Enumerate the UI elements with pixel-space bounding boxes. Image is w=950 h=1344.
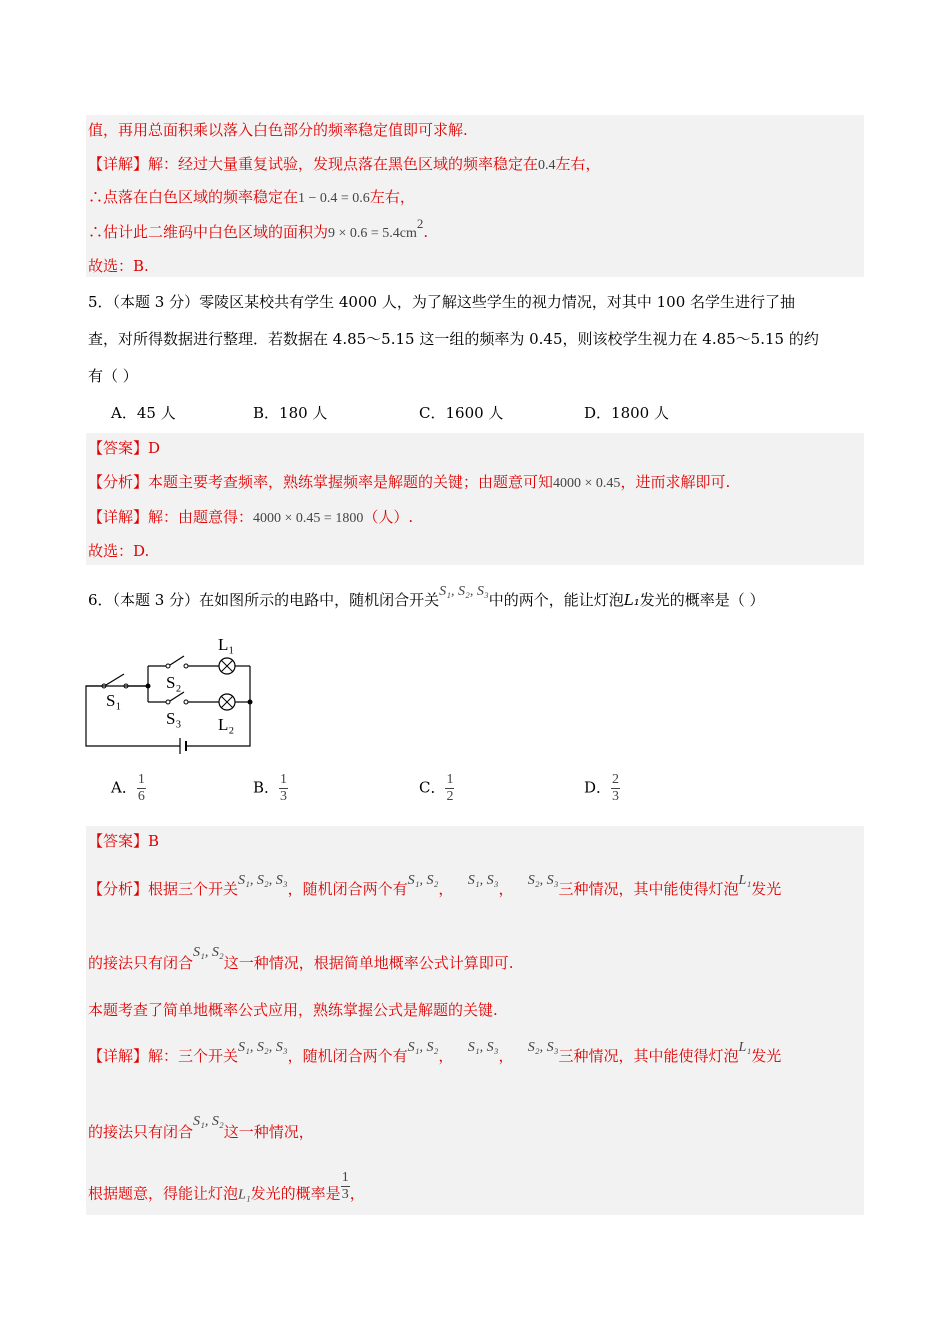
- choice-line: 故选：B.: [88, 257, 149, 275]
- text: .: [423, 223, 429, 241]
- math: S₂, S₃: [527, 1040, 559, 1055]
- math: S₁, S₂, S₃: [238, 873, 288, 888]
- text: ，: [498, 880, 514, 898]
- math: 1 − 0.4 = 0.6: [298, 191, 370, 206]
- detail-line: [88, 1114, 314, 1144]
- solution-block-q6: [86, 826, 864, 1215]
- solution-block-q4: [86, 115, 864, 277]
- text: 中的两个，能让灯泡: [488, 591, 624, 609]
- text: 发光的概率是: [250, 1184, 341, 1203]
- text: 发光: [751, 880, 782, 898]
- text: （人）.: [363, 508, 414, 526]
- option-label: B．: [253, 778, 280, 797]
- label-s2: S₂: [166, 673, 182, 692]
- math: S₁, S₃: [467, 1040, 499, 1055]
- numerator: 1: [446, 772, 454, 787]
- q6-option-a: [111, 772, 146, 805]
- text: 的接法只有闭合: [88, 1123, 194, 1141]
- option-label: D．: [584, 778, 612, 797]
- text: 发光的概率是（ ）: [639, 591, 765, 609]
- option-label: A．: [111, 778, 137, 797]
- text: 解：由题意得：: [148, 508, 254, 526]
- label-l2: L₂: [218, 715, 235, 734]
- q5-line: 有（ ）: [88, 367, 138, 385]
- q5-option-d: D．1800 人: [584, 404, 669, 422]
- text: ∴估计此二维码中白色区域的面积为: [88, 223, 329, 241]
- bulb-l1: [219, 658, 235, 674]
- analysis-line: [88, 945, 514, 975]
- math: 4000 × 0.45: [553, 476, 621, 491]
- fraction: [611, 772, 620, 805]
- math: S₁, S₂, S₃: [439, 584, 489, 599]
- fraction: [445, 772, 454, 805]
- fraction: [137, 772, 146, 805]
- option-label: C．: [419, 778, 446, 797]
- denominator: 6: [137, 789, 145, 804]
- text: 三种情况，其中能使得灯泡: [558, 1047, 739, 1065]
- math: S₂, S₃: [527, 873, 559, 888]
- q6-option-b: [253, 772, 288, 805]
- switch-s2: [148, 656, 219, 668]
- text: 解：三个开关: [148, 1047, 239, 1065]
- q6-stem: [88, 584, 765, 612]
- text: ∴点落在白色区域的频率稳定在: [88, 188, 299, 206]
- text-line: [88, 216, 429, 244]
- detail-line: [88, 1170, 365, 1211]
- math: S₁, S₂: [193, 1114, 224, 1129]
- text: 左右，: [369, 188, 415, 206]
- detail-label: 【详解】: [88, 155, 149, 173]
- junction-dot: [248, 700, 253, 705]
- text: 发光: [751, 1047, 782, 1065]
- math-superscript: 2: [416, 216, 424, 231]
- text: ，: [438, 880, 454, 898]
- label-l1: L₁: [218, 635, 235, 654]
- text: 的接法只有闭合: [88, 954, 194, 972]
- numerator: 1: [137, 772, 145, 787]
- answer-line: 【答案】B: [88, 832, 160, 850]
- detail-label: 【详解】: [88, 1047, 149, 1065]
- label-s1: S₁: [106, 691, 122, 710]
- solution-block-q5: [86, 433, 864, 565]
- label-s3: S₃: [166, 709, 182, 728]
- numerator: 2: [612, 772, 620, 787]
- analysis-line: [88, 472, 730, 494]
- text: 解：经过大量重复试验，发现点落在黑色区域的频率稳定在: [148, 155, 539, 173]
- denominator: 3: [280, 789, 288, 804]
- detail-line: [88, 154, 601, 176]
- q5-line: 查，对所得数据进行整理．若数据在 4.85～5.15 这一组的频率为 0.45，则该校学生视力在 4.85～5.15 的约: [88, 330, 819, 348]
- q6-option-d: [584, 772, 620, 805]
- math: L₁: [738, 873, 752, 888]
- switch-s3: [148, 692, 219, 704]
- fraction: [279, 772, 288, 805]
- detail-label: 【详解】: [88, 508, 149, 526]
- math: L₁: [623, 591, 640, 609]
- text: 三种情况，其中能使得灯泡: [558, 880, 739, 898]
- text: 左右，: [555, 155, 601, 173]
- math: S₁, S₃: [467, 873, 499, 888]
- text: 这一种情况，根据简单地概率公式计算即可.: [223, 954, 514, 972]
- circuit-diagram: [80, 630, 270, 760]
- math: L₁: [238, 1187, 251, 1203]
- text: ，: [349, 1184, 365, 1203]
- q6-option-c: [419, 772, 454, 805]
- text: 根据题意，得能让灯泡: [88, 1184, 239, 1203]
- text: 本题主要考查频率，熟练掌握频率是解题的关键；由题意可知: [148, 473, 554, 491]
- math: S₁, S₂: [407, 1040, 439, 1055]
- math: 4000 × 0.45 = 1800: [253, 511, 364, 526]
- math: S₁, S₂, S₃: [238, 1040, 288, 1055]
- analysis-label: 【分析】: [88, 473, 149, 491]
- denominator: 3: [341, 1187, 349, 1202]
- analysis-line: [88, 873, 782, 901]
- math: 9 × 0.6 = 5.4cm: [328, 226, 417, 241]
- q5-option-c: C．1600 人: [419, 404, 504, 422]
- detail-line: [88, 1040, 782, 1068]
- analysis-label: 【分析】: [88, 880, 149, 898]
- text: 6．（本题 3 分）在如图所示的电路中，随机闭合开关: [88, 591, 440, 609]
- math: S₁, S₂: [407, 873, 439, 888]
- text-line: 本题考查了简单地概率公式应用，熟练掌握公式是解题的关键.: [88, 1001, 498, 1019]
- text: ，: [498, 1047, 514, 1065]
- text: ，随机闭合两个有: [287, 1047, 408, 1065]
- text: ，随机闭合两个有: [287, 880, 408, 898]
- numerator: 1: [341, 1170, 349, 1185]
- text: 这一种情况，: [223, 1123, 314, 1141]
- q5-option-b: B．180 人: [253, 404, 328, 422]
- q5-option-a: A．45 人: [111, 404, 176, 422]
- math: 0.4: [538, 158, 556, 173]
- text-line: [88, 187, 415, 209]
- choice-line: 故选：D.: [88, 542, 150, 560]
- answer-line: 【答案】D: [88, 439, 161, 457]
- detail-line: [88, 507, 413, 529]
- text: 根据三个开关: [148, 880, 239, 898]
- text: ，进而求解即可.: [620, 473, 731, 491]
- text-line: 值，再用总面积乘以落入白色部分的频率稳定值即可求解.: [88, 121, 468, 139]
- denominator: 3: [612, 789, 620, 804]
- math: S₁, S₂: [193, 945, 224, 960]
- math: L₁: [738, 1040, 752, 1055]
- denominator: 2: [446, 789, 454, 804]
- text: ，: [438, 1047, 454, 1065]
- fraction: [341, 1170, 350, 1203]
- q5-line: 5．（本题 3 分）零陵区某校共有学生 4000 人，为了解这些学生的视力情况，对其中 100 名学生进行了抽: [88, 293, 796, 311]
- numerator: 1: [280, 772, 288, 787]
- bulb-l2: [219, 694, 235, 710]
